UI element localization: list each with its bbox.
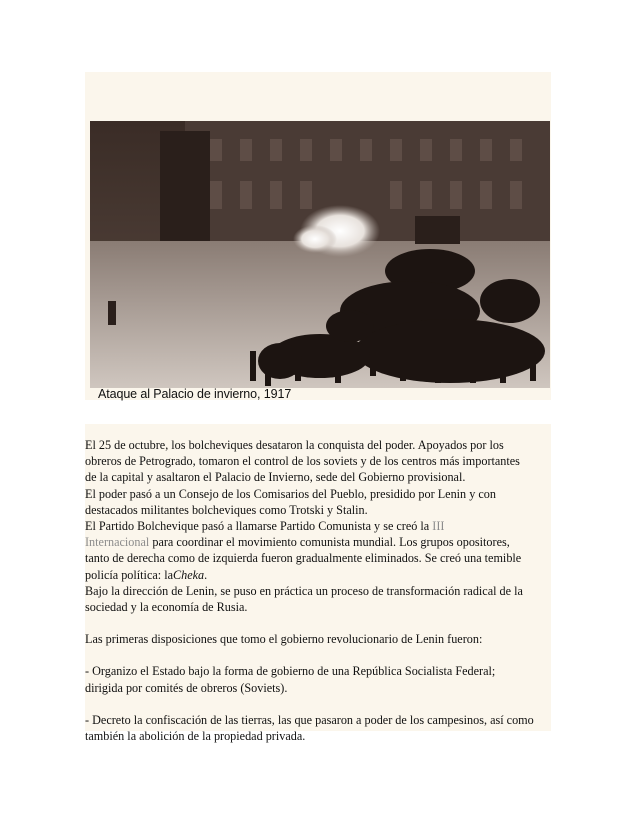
article-body bbox=[85, 424, 551, 744]
text-line: de la capital y asaltaron el Palacio de Invierno, sede del Gobierno provisional. bbox=[85, 470, 466, 485]
text-line: Las primeras disposiciones que tomo el gobierno revolucionario de Lenin fueron: bbox=[85, 632, 483, 647]
figure-caption: Ataque al Palacio de invierno, 1917 bbox=[98, 387, 292, 401]
text-line bbox=[85, 534, 551, 550]
tercera-internacional-link[interactable]: III bbox=[432, 519, 445, 534]
text-line: destacados militantes bolcheviques como Trotski y Stalin. bbox=[85, 502, 368, 517]
text-line bbox=[85, 518, 551, 534]
article-card bbox=[85, 424, 551, 744]
list-item bbox=[85, 663, 551, 695]
text-segment: El Partido Bolchevique pasó a llamarse Partido Comunista y se creó la bbox=[85, 519, 433, 534]
text-segment: . bbox=[204, 567, 208, 582]
text-line: dirigida por comités de obreros (Soviets). bbox=[85, 680, 288, 695]
figure-card bbox=[85, 72, 551, 400]
text-line: obreros de Petrogrado, tomaron el control de los soviets y de los centros más importantes bbox=[85, 454, 520, 469]
text-line: tanto de derecha como de izquierda fueron gradualmente eliminados. Se creó una temible bbox=[85, 551, 522, 566]
text-line bbox=[85, 567, 551, 583]
text-segment: policía política: la bbox=[85, 567, 173, 582]
text-line: también la abolición de la propiedad privada. bbox=[85, 729, 306, 744]
winter-palace-photo-image bbox=[90, 121, 550, 388]
text-line: sociedad y la economía de Rusia. bbox=[85, 600, 248, 615]
text-line: - Organizo el Estado bajo la forma de gobierno de una República Socialista Federal; bbox=[85, 664, 496, 679]
text-line: El poder pasó a un Consejo de los Comisarios del Pueblo, presidido por Lenin y con bbox=[85, 486, 496, 501]
text-line: - Decreto la confiscación de las tierras, las que pasaron a poder de los campesinos, así como bbox=[85, 712, 534, 727]
list-item bbox=[85, 712, 551, 744]
tercera-internacional-link-cont[interactable]: Internacional bbox=[85, 535, 150, 550]
cheka-term: Cheka bbox=[173, 567, 205, 582]
text-line: El 25 de octubre, los bolcheviques desataron la conquista del poder. Apoyados por los bbox=[85, 438, 504, 452]
paragraph-disposiciones bbox=[85, 631, 551, 647]
paragraph-intro bbox=[85, 437, 551, 615]
text-line: Bajo la dirección de Lenin, se puso en práctica un proceso de transformación radical de la bbox=[85, 583, 523, 598]
text-segment: para coordinar el movimiento comunista mundial. Los grupos opositores, bbox=[149, 535, 510, 550]
